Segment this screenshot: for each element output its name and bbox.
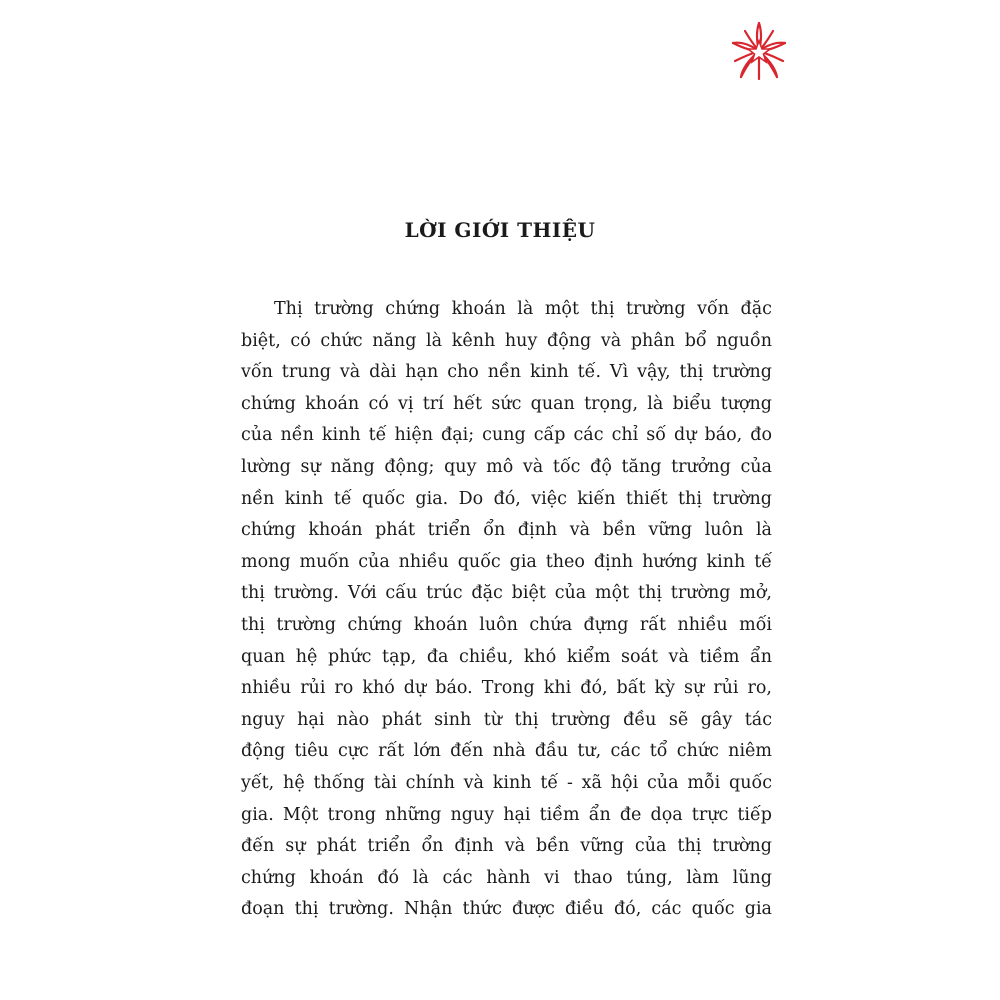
text-line: yết, hệ thống tài chính và kinh tế - xã hội của mỗi quốc <box>241 772 772 793</box>
text-line: vốn trung và dài hạn cho nền kinh tế. Vì vậy, thị trường <box>241 362 772 383</box>
text-line: nguy hại nào phát sinh từ thị trường đều sẽ gây tác <box>241 709 772 730</box>
introduction-paragraph <box>241 294 772 926</box>
text-line: thị trường chứng khoán luôn chứa đựng rất nhiều mối <box>241 614 772 635</box>
text-line: của nền kinh tế hiện đại; cung cấp các chỉ số dự báo, đo <box>241 425 772 446</box>
text-line: động tiêu cực rất lớn đến nhà đầu tư, các tổ chức niêm <box>241 741 772 762</box>
text-line: chứng khoán đó là các hành vi thao túng, làm lũng <box>241 867 772 888</box>
text-line: chứng khoán phát triển ổn định và bền vững luôn là <box>241 520 772 541</box>
text-line: Thị trường chứng khoán là một thị trường vốn đặc <box>274 299 772 319</box>
red-star-emblem-icon <box>729 21 789 81</box>
text-line: nền kinh tế quốc gia. Do đó, việc kiến thiết thị trường <box>241 488 772 509</box>
text-line: lường sự năng động; quy mô và tốc độ tăng trưởng của <box>241 456 772 477</box>
text-line: quan hệ phức tạp, đa chiều, khó kiểm soát và tiềm ẩn <box>241 646 772 667</box>
text-line: biệt, có chức năng là kênh huy động và phân bổ nguồn <box>241 330 772 351</box>
publisher-logo <box>729 21 789 81</box>
text-line: thị trường. Với cấu trúc đặc biệt của một thị trường mở, <box>241 583 772 604</box>
page-title: LỜI GIỚI THIỆU <box>404 218 596 242</box>
text-line: gia. Một trong những nguy hại tiềm ẩn đe dọa trực tiếp <box>241 804 772 825</box>
text-line: mong muốn của nhiều quốc gia theo định hướng kinh tế <box>241 551 772 572</box>
text-line: đến sự phát triển ổn định và bền vững của thị trường <box>241 836 772 857</box>
text-line: nhiều rủi ro khó dự báo. Trong khi đó, bất kỳ sự rủi ro, <box>241 678 772 699</box>
text-line: chứng khoán có vị trí hết sức quan trọng, là biểu tượng <box>241 393 772 414</box>
text-line: đoạn thị trường. Nhận thức được điều đó, các quốc gia <box>241 899 772 920</box>
